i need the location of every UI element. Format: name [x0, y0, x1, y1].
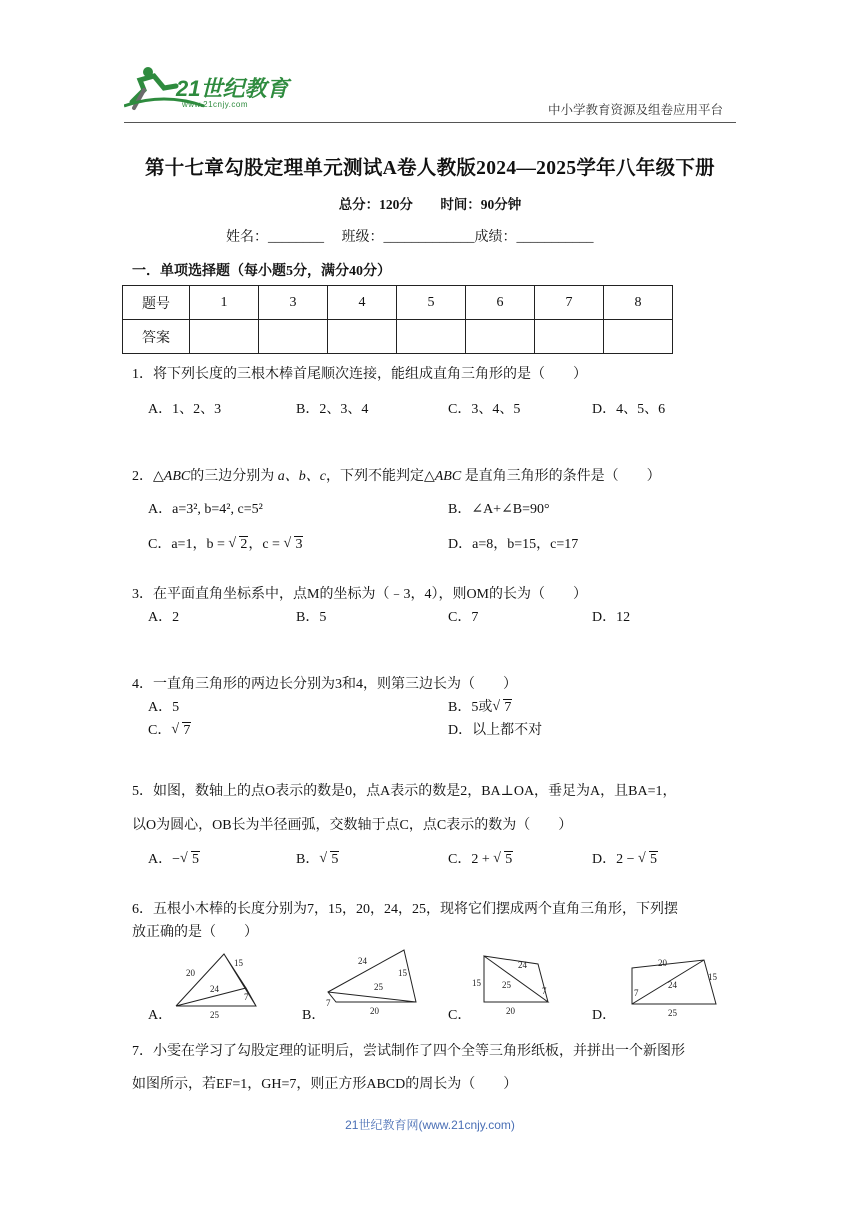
q2-option-b: B．∠A+∠B=90°	[448, 502, 550, 517]
q4-option-a: A．5	[148, 700, 180, 715]
q6-figure-c	[468, 950, 558, 1020]
svg-text:20: 20	[186, 968, 195, 978]
sqrt-symbol: √ 5	[319, 852, 339, 868]
q3-option-c: C．7	[448, 610, 479, 625]
table-cell: 5	[397, 286, 466, 320]
student-info-line: 姓名：________ 班级：_____________成绩：___________	[226, 230, 594, 245]
q3-option-d: D．12	[592, 610, 631, 625]
answer-cell[interactable]	[535, 320, 604, 354]
logo-url: www.21cnjy.com	[182, 100, 248, 109]
sqrt-symbol: √ 5	[638, 852, 658, 868]
svg-text:25: 25	[210, 1010, 219, 1020]
answer-cell[interactable]	[190, 320, 259, 354]
page-footer: 21世纪教育网(www.21cnjy.com)	[345, 1118, 515, 1132]
total-score: 总分：120分	[338, 197, 413, 212]
svg-text:20: 20	[370, 1006, 379, 1016]
q4-stem: 4．一直角三角形的两边长分别为3和4，则第三边长为（ ）	[132, 677, 517, 692]
table-row	[123, 320, 673, 354]
table-cell: 8	[604, 286, 673, 320]
exam-meta	[0, 193, 860, 213]
svg-text:7: 7	[634, 988, 639, 998]
answer-cell[interactable]	[397, 320, 466, 354]
svg-text:25: 25	[668, 1008, 677, 1018]
table-cell: 3	[259, 286, 328, 320]
svg-text:7: 7	[326, 998, 331, 1008]
sqrt-symbol: √ 3	[283, 537, 303, 553]
q2-stem: 2．△ABC的三边分别为 a、b、c，下列不能判定△ABC 是直角三角形的条件是（ ）	[132, 469, 661, 484]
q1-option-d: D．4、5、6	[592, 402, 666, 417]
q1-stem: 1．将下列长度的三根木棒首尾顺次连接，能组成直角三角形的是（ ）	[132, 367, 587, 382]
table-cell: 题号	[123, 286, 190, 320]
svg-text:25: 25	[502, 980, 511, 990]
svg-text:15: 15	[472, 978, 481, 988]
section-heading: 一．单项选择题（每小题5分，满分40分）	[132, 264, 391, 279]
sqrt-symbol: √ 5	[493, 852, 513, 868]
q4-option-d: D．以上都不对	[448, 723, 543, 738]
q5-option-a: A．−√ 5	[148, 848, 200, 868]
svg-text:20: 20	[658, 958, 667, 968]
svg-text:24: 24	[518, 960, 527, 970]
svg-text:25: 25	[374, 982, 383, 992]
answer-cell[interactable]	[328, 320, 397, 354]
svg-text:24: 24	[210, 984, 219, 994]
q7-stem-line2: 如图所示，若EF=1，GH=7，则正方形ABCD的周长为（ ）	[132, 1077, 518, 1092]
q2-option-d: D．a=8，b=15，c=17	[448, 537, 579, 552]
sqrt-symbol: √ 5	[180, 852, 200, 868]
q3-option-a: A．2	[148, 610, 180, 625]
q6-figure-b	[320, 946, 424, 1020]
q4-option-b: B．5或√ 7	[448, 696, 512, 716]
q6-figure-a	[168, 948, 264, 1020]
q4-option-c: C．√ 7	[148, 719, 191, 739]
q5-option-d: D．2 − √ 5	[592, 848, 658, 868]
header-divider	[124, 122, 736, 123]
svg-text:24: 24	[358, 956, 367, 966]
q3-stem: 3．在平面直角坐标系中，点M的坐标为（﹣3，4），则OM的长为（ ）	[132, 587, 588, 602]
header-slogan: 中小学教育资源及组卷应用平台	[547, 103, 723, 117]
table-cell: 答案	[123, 320, 190, 354]
svg-text:15: 15	[234, 958, 243, 968]
svg-text:7: 7	[542, 986, 547, 996]
q2-option-a: A．a=3², b=4², c=5²	[148, 502, 263, 517]
answer-cell[interactable]	[466, 320, 535, 354]
q1-option-c: C．3、4、5	[448, 402, 521, 417]
q6-stem-line1: 6．五根小木棒的长度分别为7，15，20，24，25，现将它们摆成两个直角三角形，下列摆	[132, 902, 678, 917]
q6-option-a: A．	[148, 1008, 173, 1023]
q6-option-c: C．	[448, 1008, 472, 1023]
q6-figure-d	[612, 952, 722, 1020]
q6-option-d: D．	[592, 1008, 617, 1023]
svg-text:20: 20	[506, 1006, 515, 1016]
q6-option-b: B．	[302, 1008, 326, 1023]
q6-stem-line2: 放正确的是（ ）	[132, 925, 258, 940]
table-cell: 7	[535, 286, 604, 320]
answer-cell[interactable]	[259, 320, 328, 354]
q5-stem-line1: 5．如图，数轴上的点O表示的数是0，点A表示的数是2，BA⊥OA，垂足为A，且BA=1，	[132, 784, 677, 799]
q5-option-c: C．2 + √ 5	[448, 848, 513, 868]
q5-stem-line2: 以O为圆心，OB长为半径画弧，交数轴于点C，点C表示的数为（ ）	[132, 818, 573, 833]
sqrt-symbol: √ 2	[228, 537, 248, 553]
table-cell: 1	[190, 286, 259, 320]
table-row	[123, 286, 673, 320]
sqrt-symbol: √ 7	[171, 723, 191, 739]
time-limit: 时间：90分钟	[440, 197, 522, 212]
logo-text: 21世纪教育	[176, 76, 289, 101]
table-cell: 6	[466, 286, 535, 320]
q7-stem-line1: 7．小雯在学习了勾股定理的证明后，尝试制作了四个全等三角形纸板，并拼出一个新图形	[132, 1044, 685, 1059]
q5-option-b: B．√ 5	[296, 848, 339, 868]
q3-option-b: B．5	[296, 610, 327, 625]
svg-text:24: 24	[668, 980, 677, 990]
svg-text:7: 7	[244, 992, 249, 1002]
answer-cell[interactable]	[604, 320, 673, 354]
q1-option-b: B．2、3、4	[296, 402, 369, 417]
sqrt-symbol: √ 7	[492, 700, 512, 716]
q1-option-a: A．1、2、3	[148, 402, 222, 417]
site-logo	[124, 62, 294, 118]
svg-text:15: 15	[398, 968, 407, 978]
q2-option-c: C．a=1，b = √ 2，c = √ 3	[148, 533, 303, 553]
answer-table	[122, 285, 673, 354]
exam-title: 第十七章勾股定理单元测试A卷人教版2024—2025学年八年级下册	[145, 158, 715, 179]
table-cell: 4	[328, 286, 397, 320]
svg-text:15: 15	[708, 972, 717, 982]
